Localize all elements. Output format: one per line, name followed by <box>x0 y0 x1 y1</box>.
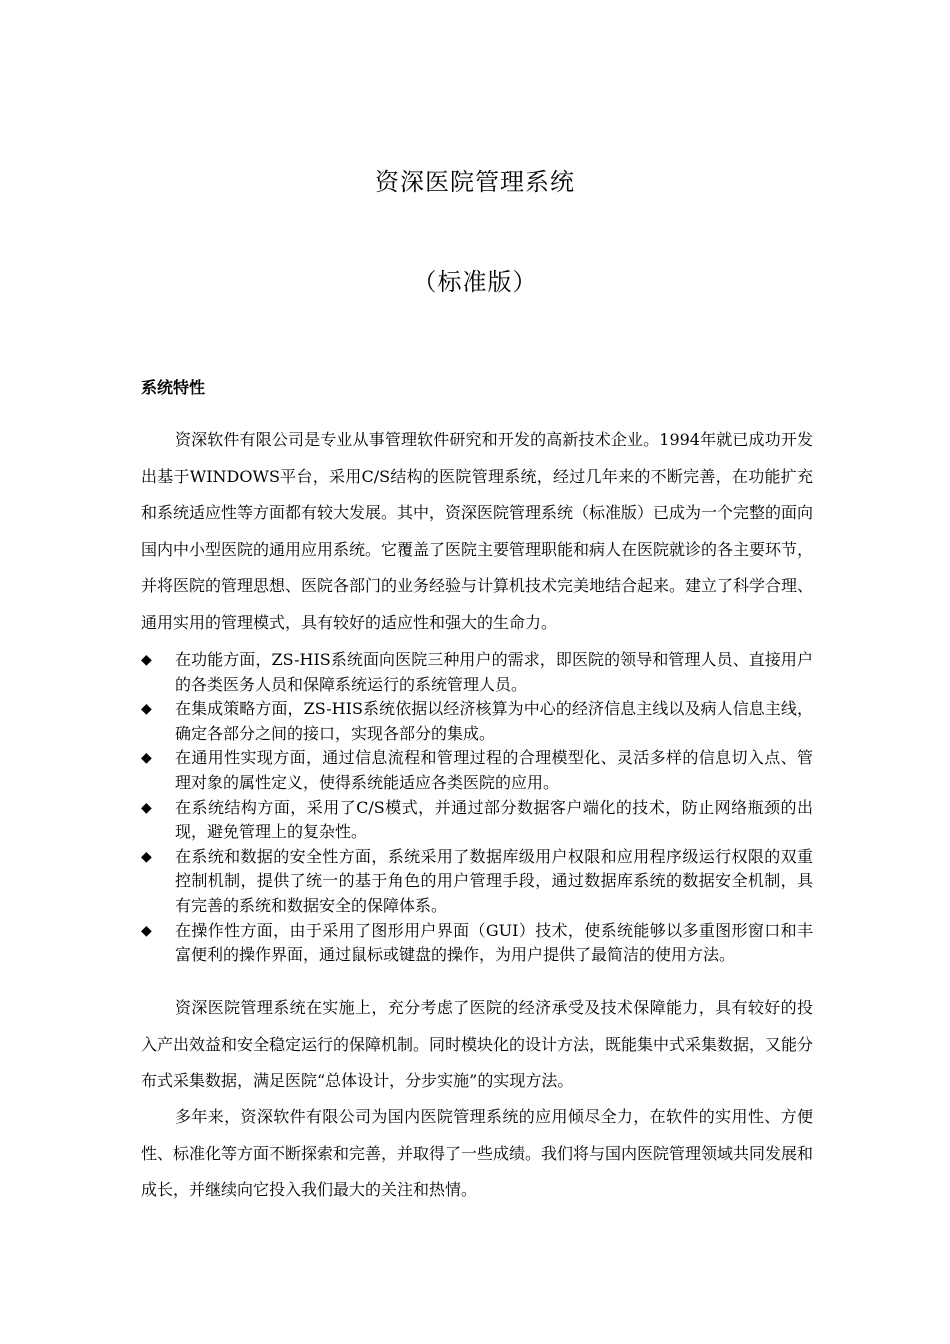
feature-text: 在功能方面，ZS-HIS系统面向医院三种用户的需求，即医院的领导和管理人员、直接用户的各类医务人员和保障系统运行的系统管理人员。 <box>175 650 813 694</box>
feature-item <box>141 796 813 845</box>
feature-list <box>141 648 813 968</box>
feature-text: 在通用性实现方面，通过信息流程和管理过程的合理模型化、灵活多样的信息切入点、管理对象的属性定义，使得系统能适应各类医院的应用。 <box>175 748 813 792</box>
diamond-bullet-icon: ◆ <box>141 922 152 939</box>
feature-text: 在操作性方面，由于采用了图形用户界面（GUI）技术，使系统能够以多重图形窗口和丰富便利的操作界面，通过鼠标或键盘的操作，为用户提供了最简洁的使用方法。 <box>175 920 813 965</box>
feature-item <box>141 697 813 746</box>
closing-paragraph: 多年来，资深软件有限公司为国内医院管理系统的应用倾尽全力，在软件的实用性、方便性、标准化等方面不断探索和完善，并取得了一些成绩。我们将与国内医院管理领域共同发展和成长，并继续向它投入我们最大的关注和热情。 <box>141 1107 814 1199</box>
section-heading: 系统特性 <box>141 378 206 397</box>
feature-text: 在集成策略方面，ZS-HIS系统依据以经济核算为中心的经济信息主线以及病人信息主线，确定各部分之间的接口，实现各部分的集成。 <box>175 699 813 743</box>
diamond-bullet-icon: ◆ <box>141 750 152 767</box>
implementation-paragraph: 资深医院管理系统在实施上，充分考虑了医院的经济承受及技术保障能力，具有较好的投入产出效益和安全稳定运行的保障机制。同时模块化的设计方法，既能集中式采集数据，又能分布式采集数据，满足医院“总体设计，分步实施”的实现方法。 <box>141 998 814 1090</box>
diamond-bullet-icon: ◆ <box>141 652 152 668</box>
document-title: 资深医院管理系统 <box>375 168 575 196</box>
feature-text: 在系统和数据的安全性方面，系统采用了数据库级用户权限和应用程序级运行权限的双重控制机制，提供了统一的基于角色的用户管理手段，通过数据库系统的数据安全机制，具有完善的系统和数据安全的保障体系。 <box>175 846 813 915</box>
intro-paragraph: 资深软件有限公司是专业从事管理软件研究和开发的高新技术企业。1994年就已成功开发出基于WINDOWS平台，采用C/S结构的医院管理系统，经过几年来的不断完善，在功能扩充和系统适应性等方面都有较大发展。其中，资深医院管理系统（标准版）已成为一个完整的面向国内中小型医院的通用应用系统。它覆盖了医院主要管理职能和病人在医院就诊的各主要环节，并将医院的管理思想、医院各部门的业务经验与计算机技术完美地结合起来。建立了科学合理、通用实用的管理模式，具有较好的适应性和强大的生命力。 <box>141 430 814 632</box>
feature-item <box>141 648 813 697</box>
feature-text: 在系统结构方面，采用了C/S模式，并通过部分数据客户端化的技术，防止网络瓶颈的出现，避免管理上的复杂性。 <box>175 797 813 842</box>
diamond-bullet-icon: ◆ <box>141 701 152 718</box>
feature-item <box>141 746 813 795</box>
diamond-bullet-icon: ◆ <box>141 848 152 865</box>
feature-item <box>141 845 813 919</box>
document-subtitle: （标准版） <box>412 268 538 296</box>
diamond-bullet-icon: ◆ <box>141 799 152 816</box>
feature-item <box>141 919 813 968</box>
